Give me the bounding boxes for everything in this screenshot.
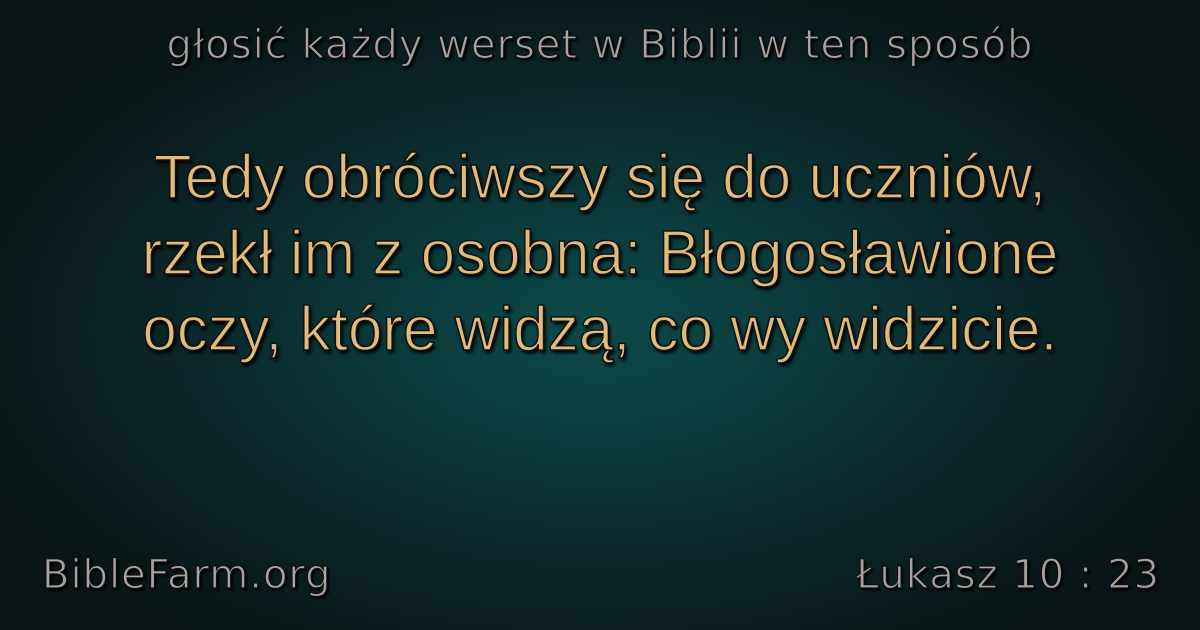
site-name: BibleFarm.org (42, 552, 332, 598)
tagline-text: głosić każdy werset w Biblii w ten sposób (166, 22, 1034, 68)
verse-text (40, 140, 1160, 368)
verse-line-1: Tedy obróciwszy się do uczniów, (153, 143, 1047, 212)
verse-line-3: oczy, które widzą, co wy widzicie. (142, 295, 1058, 364)
verse-reference: Łukasz 10 : 23 (855, 552, 1160, 598)
verse-line-2: rzekł im z osobna: Błogosławione (141, 219, 1059, 288)
